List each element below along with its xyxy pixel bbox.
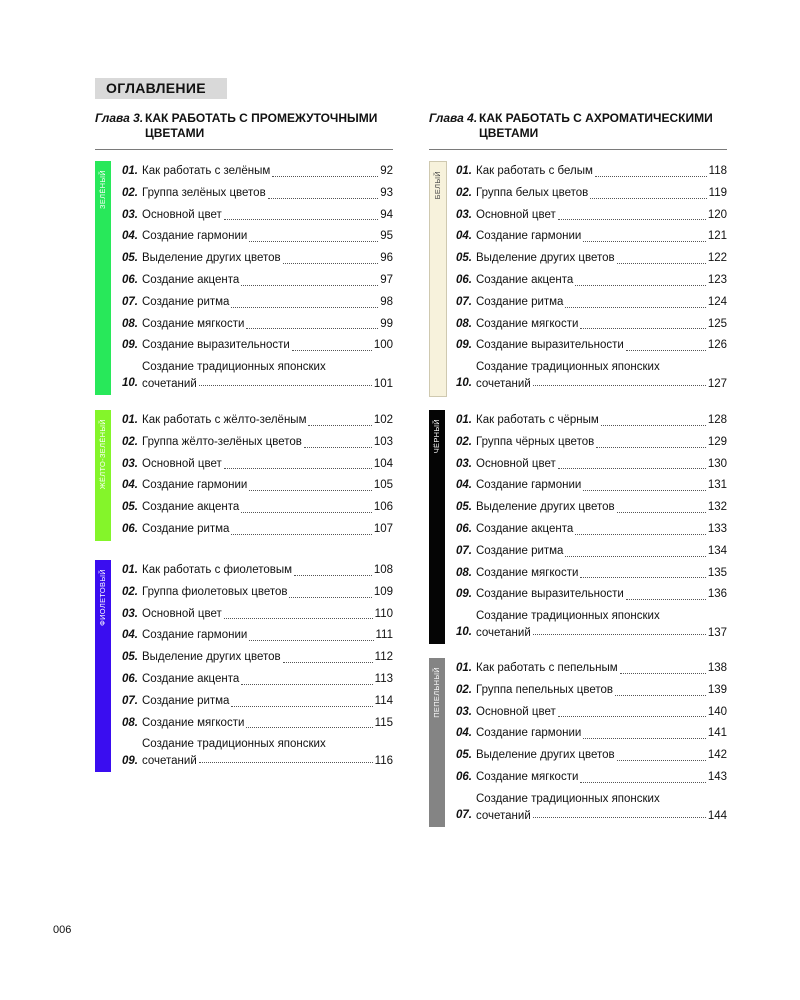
entry-title-cont: сочетаний: [476, 378, 531, 391]
entry-number: 01.: [122, 165, 138, 177]
entry-title: Группа пепельных цветов: [476, 683, 613, 696]
entry-page: 141: [707, 727, 727, 740]
dot-leader: [626, 599, 706, 600]
entry-number: 07.: [456, 544, 472, 557]
toc-list: [122, 560, 393, 772]
dot-leader: [283, 263, 379, 264]
entry-number: 10.: [122, 377, 138, 390]
entry-page: 137: [707, 627, 727, 640]
dot-leader: [224, 618, 373, 619]
dot-leader: [615, 695, 706, 696]
toc-entry[interactable]: [456, 519, 727, 541]
chapter-4-heading: [429, 111, 727, 150]
entry-page: 136: [707, 588, 727, 601]
entry-number: 09.: [456, 588, 472, 601]
entry-number: 06.: [122, 672, 138, 685]
toc-entry[interactable]: [456, 563, 727, 585]
entry-title: Создание мягкости: [142, 716, 245, 729]
entry-title-cont: сочетаний: [142, 378, 197, 391]
entry-page: 100: [373, 339, 393, 352]
entry-number: 07.: [456, 808, 472, 821]
entry-number: 09.: [122, 754, 138, 767]
dot-leader: [580, 782, 705, 783]
toc-entry[interactable]: [456, 292, 727, 314]
entry-number: 08.: [456, 317, 472, 330]
dot-leader: [601, 425, 706, 426]
entry-title: Группа зелёных цветов: [142, 186, 266, 199]
entry-page: 119: [708, 186, 727, 199]
color-bar-label: ЧЁРНЫЙ: [432, 419, 441, 454]
toc-entry[interactable]: [456, 745, 727, 767]
entry-title: Создание ритма: [142, 694, 230, 707]
entry-number: 05.: [122, 501, 138, 514]
toc-list: [456, 410, 727, 644]
entry-number: 01.: [456, 414, 472, 426]
entry-title: Создание ритма: [476, 544, 564, 557]
dot-leader: [292, 350, 372, 351]
dot-leader: [617, 760, 706, 761]
dot-leader: [533, 385, 706, 386]
dot-leader: [241, 285, 378, 286]
entry-page: 109: [373, 585, 393, 598]
toc-list: [122, 161, 393, 395]
toc-entry[interactable]: [122, 161, 393, 183]
entry-page: 126: [707, 339, 727, 352]
dot-leader: [249, 490, 372, 491]
toc-entry[interactable]: [122, 669, 393, 691]
color-bar-label: ЗЕЛЁНЫЙ: [98, 170, 107, 210]
color-bar: [95, 161, 111, 395]
dot-leader: [224, 468, 372, 469]
toc-entry[interactable]: [122, 270, 393, 292]
entry-page: 132: [707, 501, 727, 514]
entry-number: 06.: [456, 522, 472, 535]
dot-leader: [224, 219, 378, 220]
toc-entry[interactable]: [122, 314, 393, 336]
toc-entry[interactable]: [122, 519, 393, 541]
toc-entry[interactable]: [122, 205, 393, 227]
toc-entry[interactable]: [456, 497, 727, 519]
dot-leader: [533, 817, 706, 818]
entry-title: Группа чёрных цветов: [476, 435, 595, 448]
toc-entry[interactable]: [456, 658, 727, 680]
entry-number: 02.: [456, 683, 472, 696]
entry-page: 130: [707, 457, 727, 470]
chapter-3-column: [95, 111, 393, 771]
entry-page: 112: [374, 651, 393, 664]
chapter-4-column: [429, 111, 727, 831]
entry-number: 06.: [456, 273, 472, 286]
entry-number: 02.: [122, 585, 138, 598]
toc-entry[interactable]: [122, 248, 393, 270]
entry-page: 111: [375, 629, 393, 642]
entry-page: 99: [380, 317, 393, 330]
toc-entry[interactable]: [456, 183, 727, 205]
entry-number: 07.: [122, 694, 138, 707]
dot-leader: [583, 738, 706, 739]
entry-number: 08.: [122, 716, 138, 729]
entry-title: Создание гармонии: [142, 629, 248, 642]
entry-page: 121: [707, 230, 727, 243]
dot-leader: [583, 490, 706, 491]
entry-title: Создание выразительности: [476, 339, 624, 352]
entry-title: Создание акцента: [476, 522, 574, 535]
entry-number: 02.: [122, 435, 138, 448]
dot-leader: [620, 673, 706, 674]
toc-entry[interactable]: [456, 723, 727, 745]
chapter-3-title-line2: ЦВЕТАМИ: [145, 126, 205, 140]
entry-number: 02.: [456, 435, 472, 448]
entry-page: 135: [707, 566, 727, 579]
chapter-3-heading: [95, 111, 393, 150]
toc-entry[interactable]: [456, 314, 727, 336]
entry-title: Как работать с зелёным: [142, 165, 271, 177]
dot-leader: [272, 176, 378, 177]
entry-title: Создание мягкости: [142, 317, 245, 330]
entry-page: 129: [707, 435, 727, 448]
toc-entry[interactable]: [456, 789, 727, 827]
dot-leader: [580, 328, 705, 329]
entry-title: Группа фиолетовых цветов: [142, 585, 288, 598]
entry-title: Создание гармонии: [476, 727, 582, 740]
color-bar: [95, 560, 111, 772]
entry-number: 03.: [456, 457, 472, 470]
color-bar-label: БЕЛЫЙ: [433, 171, 442, 200]
entry-page: 131: [707, 479, 727, 492]
toc-entry[interactable]: [456, 205, 727, 227]
entry-page: 108: [373, 564, 393, 576]
entry-number: 03.: [456, 208, 472, 221]
toc-entry[interactable]: [456, 475, 727, 497]
dot-leader: [249, 640, 373, 641]
toc-entry[interactable]: [122, 410, 393, 432]
entry-title: Основной цвет: [476, 457, 556, 470]
entry-number: 07.: [456, 295, 472, 308]
entry-number: 03.: [456, 705, 472, 718]
color-bar: [429, 161, 447, 397]
toc-entry[interactable]: [122, 713, 393, 735]
entry-title: Создание акцента: [142, 501, 240, 514]
entry-number: 07.: [122, 295, 138, 308]
dot-leader: [583, 241, 706, 242]
entry-number: 06.: [122, 522, 138, 535]
entry-title: Создание гармонии: [142, 230, 248, 243]
toc-entry[interactable]: [456, 767, 727, 789]
entry-number: 05.: [122, 651, 138, 664]
toc-entry[interactable]: [456, 248, 727, 270]
toc-entry[interactable]: [122, 625, 393, 647]
entry-number: 04.: [456, 727, 472, 740]
entry-page: 102: [373, 414, 393, 426]
entry-title: Создание традиционных японских: [142, 361, 326, 374]
entry-title: Создание ритма: [476, 295, 564, 308]
entry-page: 144: [707, 809, 727, 822]
toc-entry[interactable]: [456, 606, 727, 644]
entry-page: 101: [373, 378, 393, 391]
entry-number: 08.: [122, 317, 138, 330]
entry-number: 09.: [456, 339, 472, 352]
toc-entry[interactable]: [456, 680, 727, 702]
toc-list: [122, 410, 393, 541]
entry-page: 113: [374, 672, 393, 685]
entry-number: 05.: [122, 252, 138, 265]
entry-page: 110: [374, 607, 393, 620]
color-bar: [429, 410, 445, 644]
dot-leader: [231, 706, 372, 707]
entry-page: 133: [707, 522, 727, 535]
entry-page: 138: [707, 662, 727, 674]
entry-number: 02.: [122, 186, 138, 199]
toc-entry[interactable]: [456, 410, 727, 432]
entry-page: 120: [707, 208, 727, 221]
toc-entry[interactable]: [456, 584, 727, 606]
chapter-4-title-line2: ЦВЕТАМИ: [479, 126, 539, 140]
entry-title: Выделение других цветов: [476, 749, 615, 762]
toc-entry[interactable]: [122, 734, 393, 772]
entry-number: 10.: [456, 626, 472, 639]
entry-title: Как работать с чёрным: [476, 414, 599, 426]
color-bar-label: ПЕПЕЛЬНЫЙ: [432, 667, 441, 718]
entry-number: 06.: [456, 770, 472, 783]
entry-number: 04.: [122, 230, 138, 243]
dot-leader: [241, 684, 372, 685]
entry-title: Создание выразительности: [476, 588, 624, 601]
dot-leader: [268, 198, 379, 199]
toc-entry[interactable]: [456, 226, 727, 248]
toc-entry[interactable]: [122, 691, 393, 713]
entry-number: 03.: [122, 208, 138, 221]
entry-title: Создание традиционных японских: [476, 610, 660, 623]
dot-leader: [246, 328, 378, 329]
entry-page: 106: [373, 501, 393, 514]
dot-leader: [289, 597, 371, 598]
toc-entry[interactable]: [122, 497, 393, 519]
entry-title: Как работать с пепельным: [476, 662, 618, 674]
entry-title: Группа жёлто-зелёных цветов: [142, 435, 302, 448]
entry-number: 01.: [122, 414, 138, 426]
entry-number: 04.: [456, 230, 472, 243]
entry-number: 06.: [122, 273, 138, 286]
entry-page: 128: [707, 414, 727, 426]
toc-entry[interactable]: [122, 432, 393, 454]
entry-page: 97: [380, 273, 393, 286]
entry-title: Создание мягкости: [476, 317, 579, 330]
dot-leader: [241, 512, 372, 513]
entry-title: Как работать с белым: [476, 165, 593, 177]
entry-number: 01.: [456, 165, 472, 177]
color-bar: [95, 410, 111, 541]
dot-leader: [231, 307, 378, 308]
dot-leader: [590, 198, 706, 199]
entry-number: 01.: [122, 564, 138, 576]
entry-page: 92: [380, 165, 393, 177]
entry-number: 04.: [122, 479, 138, 492]
entry-title: Создание акцента: [476, 273, 574, 286]
dot-leader: [249, 241, 378, 242]
dot-leader: [626, 350, 706, 351]
dot-leader: [558, 468, 706, 469]
toc-entry[interactable]: [122, 292, 393, 314]
entry-title: Как работать с фиолетовым: [142, 564, 293, 576]
entry-title-cont: сочетаний: [476, 627, 531, 640]
toc-entry[interactable]: [456, 161, 727, 183]
entry-number: 04.: [122, 629, 138, 642]
entry-page: 124: [707, 295, 727, 308]
dot-leader: [575, 285, 706, 286]
entry-number: 05.: [456, 252, 472, 265]
entry-page: 127: [707, 378, 727, 391]
entry-title: Как работать с жёлто-зелёным: [142, 414, 307, 426]
toc-entry[interactable]: [122, 604, 393, 626]
dot-leader: [617, 512, 706, 513]
entry-title: Основной цвет: [142, 208, 222, 221]
entry-title: Создание акцента: [142, 273, 240, 286]
dot-leader: [558, 716, 706, 717]
entry-title-cont: сочетаний: [142, 755, 197, 768]
entry-title: Создание ритма: [142, 522, 230, 535]
entry-title-cont: сочетаний: [476, 809, 531, 822]
chapter-3-title-line1: КАК РАБОТАТЬ С ПРОМЕЖУТОЧНЫМИ: [145, 111, 378, 125]
entry-number: 05.: [456, 749, 472, 762]
entry-page: 118: [708, 165, 727, 177]
toc-entry[interactable]: [456, 702, 727, 724]
entry-title: Основной цвет: [142, 607, 222, 620]
toc-entry[interactable]: [456, 541, 727, 563]
entry-number: 03.: [122, 607, 138, 620]
toc-entry[interactable]: [122, 647, 393, 669]
entry-page: 104: [373, 457, 393, 470]
page-number: 006: [53, 924, 72, 936]
toc-entry[interactable]: [122, 226, 393, 248]
dot-leader: [246, 727, 372, 728]
entry-page: 98: [380, 295, 393, 308]
entry-number: 09.: [122, 339, 138, 352]
toc-entry[interactable]: [122, 475, 393, 497]
entry-number: 04.: [456, 479, 472, 492]
chapter-4-title-line1: КАК РАБОТАТЬ С АХРОМАТИЧЕСКИМИ: [479, 111, 713, 125]
dot-leader: [231, 534, 371, 535]
entry-title: Создание выразительности: [142, 339, 290, 352]
dot-leader: [199, 385, 372, 386]
entry-page: 94: [380, 208, 393, 221]
dot-leader: [595, 176, 707, 177]
entry-title: Создание традиционных японских: [142, 738, 326, 751]
entry-page: 114: [374, 694, 393, 707]
color-bar-label: ФИОЛЕТОВЫЙ: [98, 569, 107, 626]
color-bar: [429, 658, 445, 827]
dot-leader: [294, 575, 372, 576]
dot-leader: [283, 662, 373, 663]
entry-title: Создание акцента: [142, 672, 240, 685]
entry-page: 95: [380, 230, 393, 243]
entry-title: Выделение других цветов: [476, 252, 615, 265]
entry-title: Выделение других цветов: [476, 501, 615, 514]
dot-leader: [304, 447, 372, 448]
toc-entry[interactable]: [456, 454, 727, 476]
entry-page: 105: [373, 479, 393, 492]
entry-page: 143: [707, 770, 727, 783]
entry-page: 96: [380, 252, 393, 265]
toc-entry[interactable]: [122, 454, 393, 476]
entry-page: 93: [380, 186, 393, 199]
dot-leader: [308, 425, 371, 426]
entry-title: Создание гармонии: [476, 230, 582, 243]
dot-leader: [580, 577, 705, 578]
entry-number: 08.: [456, 566, 472, 579]
toc-entry[interactable]: [122, 582, 393, 604]
entry-title: Создание ритма: [142, 295, 230, 308]
entry-title: Создание мягкости: [476, 770, 579, 783]
entry-page: 116: [374, 755, 393, 768]
entry-number: 01.: [456, 662, 472, 674]
entry-number: 02.: [456, 186, 472, 199]
entry-page: 140: [707, 705, 727, 718]
entry-page: 139: [707, 683, 727, 696]
entry-title: Основной цвет: [142, 457, 222, 470]
color-bar-label: ЖЁЛТО-ЗЕЛЁНЫЙ: [98, 419, 107, 490]
entry-title: Основной цвет: [476, 208, 556, 221]
entry-title: Создание традиционных японских: [476, 792, 660, 805]
entry-title: Создание традиционных японских: [476, 361, 660, 374]
toc-list: [456, 658, 727, 827]
entry-title: Создание гармонии: [142, 479, 248, 492]
dot-leader: [617, 263, 706, 264]
dot-leader: [533, 634, 706, 635]
toc-entry[interactable]: [456, 357, 727, 395]
dot-leader: [596, 447, 706, 448]
entry-page: 123: [707, 273, 727, 286]
entry-number: 03.: [122, 457, 138, 470]
toc-entry[interactable]: [122, 357, 393, 395]
entry-title: Выделение других цветов: [142, 651, 281, 664]
entry-page: 107: [373, 522, 393, 535]
toc-entry[interactable]: [122, 183, 393, 205]
dot-leader: [565, 307, 705, 308]
entry-page: 125: [707, 317, 727, 330]
entry-title: Группа белых цветов: [476, 186, 589, 199]
toc-entry[interactable]: [456, 335, 727, 357]
entry-page: 142: [707, 749, 727, 762]
entry-number: 10.: [456, 377, 472, 390]
entry-page: 122: [707, 252, 727, 265]
entry-page: 134: [707, 544, 727, 557]
toc-list: [456, 161, 727, 395]
entry-title: Создание мягкости: [476, 566, 579, 579]
toc-entry[interactable]: [456, 432, 727, 454]
chapter-3-prefix: Глава 3.: [95, 111, 144, 125]
toc-entry[interactable]: [122, 560, 393, 582]
chapter-4-prefix: Глава 4.: [429, 111, 478, 125]
toc-entry[interactable]: [456, 270, 727, 292]
toc-entry[interactable]: [122, 335, 393, 357]
toc-title: ОГЛАВЛЕНИЕ: [95, 78, 227, 99]
entry-title: Создание гармонии: [476, 479, 582, 492]
dot-leader: [558, 219, 706, 220]
entry-title: Выделение других цветов: [142, 252, 281, 265]
dot-leader: [199, 762, 373, 763]
entry-title: Основной цвет: [476, 705, 556, 718]
dot-leader: [575, 534, 706, 535]
entry-number: 05.: [456, 501, 472, 514]
entry-page: 115: [374, 716, 393, 729]
entry-page: 103: [373, 435, 393, 448]
dot-leader: [565, 556, 705, 557]
